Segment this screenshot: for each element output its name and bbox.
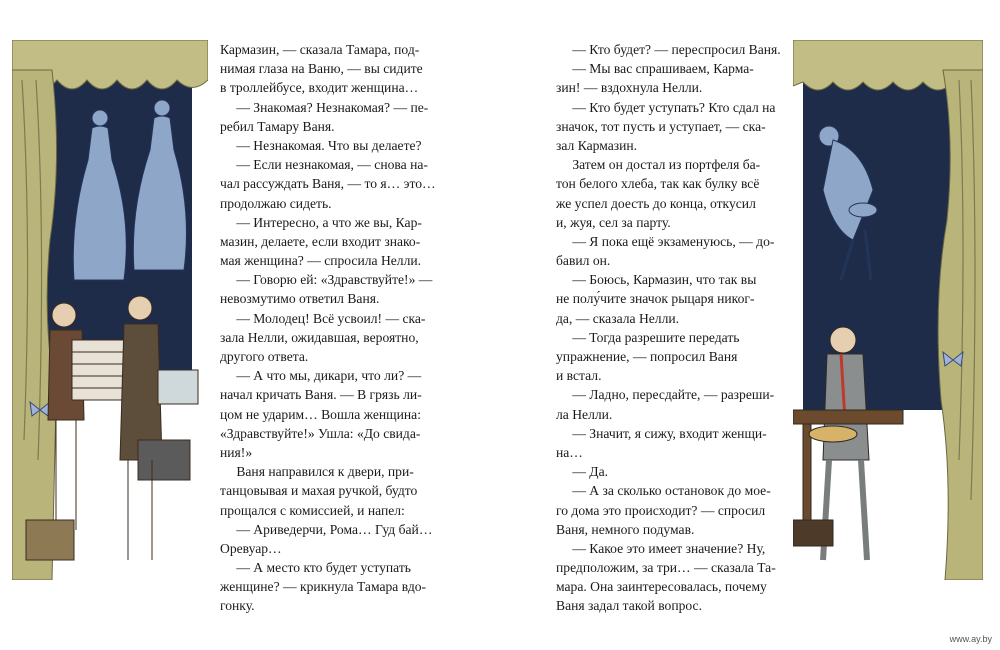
text-line: ребил Тамару Ваня. [220,118,335,134]
text-line: чал рассуждать Ваня, — то я… это… [220,176,436,192]
text-line: — Ариведерчи, Рома… Гуд бай… [236,521,433,537]
text-line: «Здравствуйте!» Ушла: «До свида- [220,425,421,441]
text-line: — Я пока ещё экзаменуюсь, — до- [572,233,775,249]
text-line: гонку. [220,598,255,614]
text-line: бавил он. [556,253,611,269]
text-line: другого ответа. [220,349,309,364]
text-line: прощался с комиссией, и напел: [220,502,405,518]
text-line: же успел доесть до конца, откусил [556,195,756,211]
text-line: — Боюсь, Кармазин, что так вы [572,272,757,288]
text-line: да, — сказала Нелли. [556,310,680,326]
text-line: танцовывая и махая ручкой, будто [220,483,418,499]
text-line: цом не ударим… Вошла женщина: [220,406,421,422]
text-line: мазин, делаете, если входит знако- [220,233,421,249]
text-line: — Ладно, пересдайте, — разреши- [572,387,775,403]
text-line: — Мы вас спрашиваем, Карма- [572,61,754,77]
text-line: нимая глаза на Ваню, — вы сидите [220,61,423,77]
text-line: — Какое это имеет значение? Ну, [572,540,766,556]
text-line: в троллейбусе, входит женщина… [220,80,419,96]
text-line: Затем он достал из портфеля ба- [572,157,761,173]
text-line: Ваня задал такой вопрос. [556,598,702,614]
text-line: — А за сколько остановок до мое- [572,483,771,499]
text-line: — Если незнакомая, — снова на- [236,157,428,173]
text-line: Ваня, немного подумав. [556,521,695,537]
text-column-left [220,40,448,616]
text-line: тон белого хлеба, так как булку всё [556,176,760,192]
text-line: упражнение, — попросил Ваня [556,349,738,364]
text-line: — Тогда разрешите передать [572,329,740,345]
text-line: начал кричать Ваня. — В грязь ли- [220,387,422,403]
text-line: — Значит, я сижу, входит женщи- [572,425,767,441]
left-illustration [12,40,208,580]
text-line: — Незнакомая. Что вы делаете? [236,137,422,153]
text-line: невозмутимо ответил Ваня. [220,291,380,307]
text-line: ния!» [220,444,253,460]
right-illustration [793,40,983,580]
text-line: Ваня направился к двери, при- [236,464,414,480]
text-line: и встал. [556,368,602,384]
text-line: на… [556,444,583,460]
text-line: — Да. [572,464,609,480]
text-column-right [556,40,788,616]
text-line: зин! — вздохнула Нелли. [556,80,703,96]
text-line: мая женщина? — спросила Нелли. [220,253,422,269]
text-line: — А что мы, дикари, что ли? — [236,368,422,384]
text-line: зала Нелли, ожидавшая, вероятно, [220,329,419,345]
text-line: Кармазин, — сказала Тамара, под- [220,42,420,57]
text-line: ла Нелли. [556,406,613,422]
text-line: мара. Она заинтересовалась, почему [556,579,767,595]
text-line: зал Кармазин. [556,137,638,153]
text-line: — Знакомая? Незнакомая? — пе- [236,99,429,115]
text-line: — Молодец! Всё усвоил! — ска- [236,310,426,326]
text-line: значок, тот пусть и уступает, — ска- [556,118,766,134]
text-line: и, жуя, сел за парту. [556,214,671,230]
text-line: — Интересно, а что же вы, Кар- [236,214,422,230]
text-line: Оревуар… [220,540,282,556]
text-line: продолжаю сидеть. [220,195,332,211]
text-line: — Говорю ей: «Здравствуйте!» — [236,272,433,288]
text-line: — Кто будет? — переспросил Ваня. [572,42,781,57]
text-line: — Кто будет уступать? Кто сдал на [572,99,776,115]
text-line: — А место кто будет уступать [236,560,411,576]
text-line: предположим, за три… — сказала Та- [556,560,776,576]
watermark: www.ay.by [949,634,992,644]
text-line: женщине? — крикнула Тамара вдо- [220,579,427,595]
text-line: го дома это происходит? — спросил [556,502,766,518]
text-line: не полу́чите значок рыцаря никог- [556,291,755,307]
